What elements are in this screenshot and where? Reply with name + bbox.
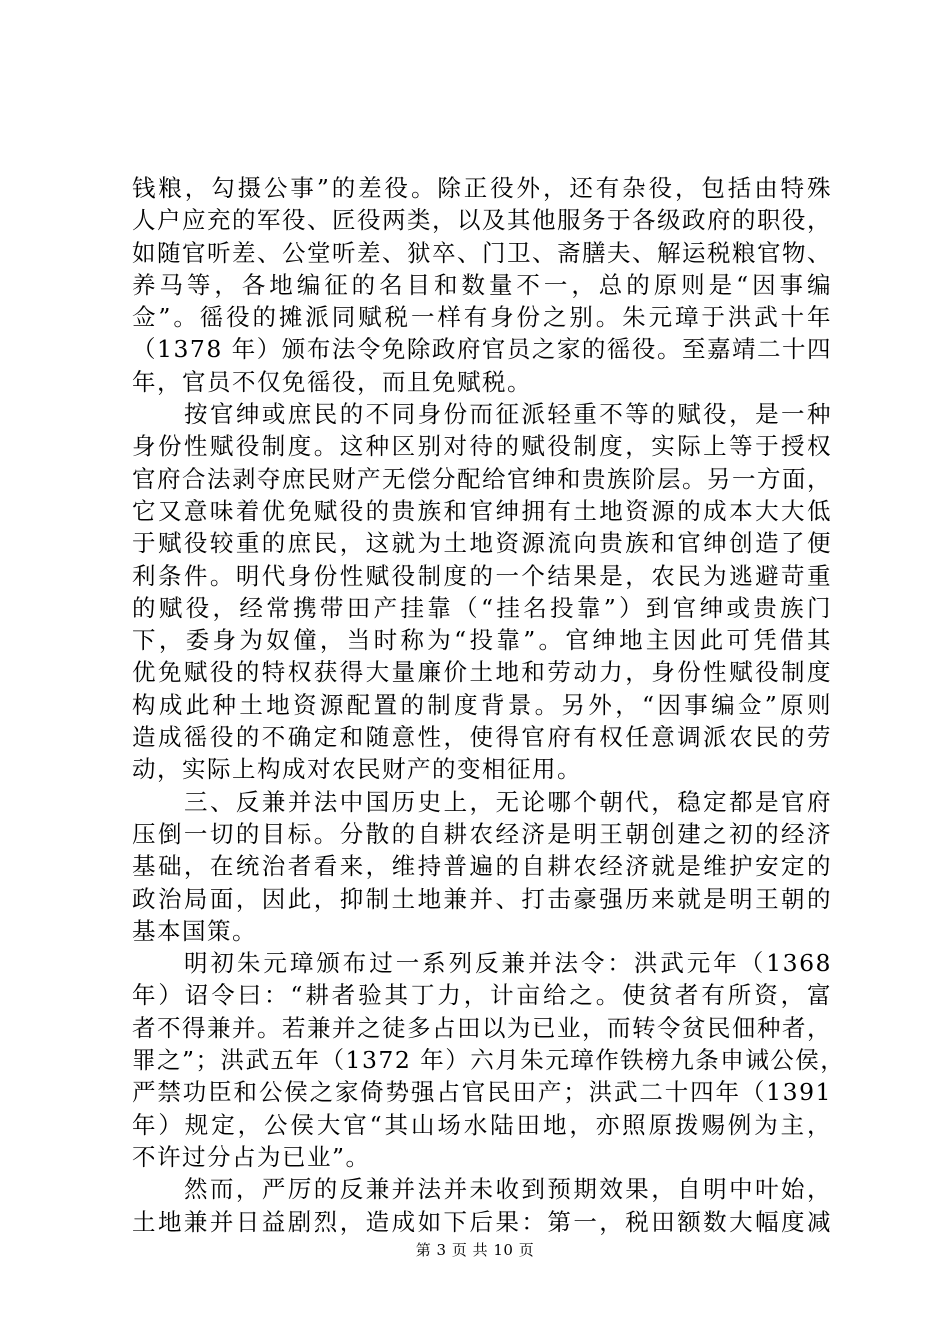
- text-line: 压倒一切的目标。分散的自耕农经济是明王朝创建之初的经济: [132, 819, 832, 848]
- text-line: （1378 年）颁布法令免除政府官员之家的徭役。至嘉靖二十四: [132, 335, 832, 364]
- text-line: 罪之”；洪武五年（1372 年）六月朱元璋作铁榜九条申诫公侯，: [132, 1046, 846, 1075]
- text-line: 它又意味着优免赋役的贵族和官绅拥有土地资源的成本大大低: [132, 496, 832, 525]
- paragraph-2: [132, 398, 832, 786]
- text-line: 构成此种土地资源配置的制度背景。另外，“因事编佥”原则: [132, 690, 832, 719]
- text-line: 如随官听差、公堂听差、狱卒、门卫、斋膳夫、解运税粮官物、: [132, 238, 832, 267]
- paragraph-1: [132, 172, 832, 398]
- text-line: 土地兼并日益剧烈，造成如下后果：第一，税田额数大幅度减: [132, 1207, 832, 1236]
- text-line: 养马等，各地编征的名目和数量不一，总的原则是“因事编: [132, 270, 832, 299]
- text-line: 然而，严厉的反兼并法并未收到预期效果，自明中叶始，: [184, 1175, 832, 1204]
- text-line: 年，官员不仅免徭役，而且免赋税。: [132, 367, 532, 396]
- paragraph-5: [132, 1173, 832, 1238]
- page-footer: [0, 1240, 950, 1260]
- text-line: 的赋役，经常携带田产挂靠（“挂名投靠”）到官绅或贵族门: [132, 593, 832, 622]
- text-line: 明初朱元璋颁布过一系列反兼并法令：洪武元年（1368: [184, 949, 832, 978]
- text-line: 下，委身为奴僮，当时称为“投靠”。官绅地主因此可凭借其: [132, 626, 832, 655]
- text-line: 钱粮，勾摄公事”的差役。除正役外，还有杂役，包括由特殊: [132, 174, 832, 202]
- text-line: 严禁功臣和公侯之家倚势强占官民田产；洪武二十四年（1391: [132, 1078, 832, 1107]
- text-line: 基础，在统治者看来，维持普遍的自耕农经济就是维护安定的: [132, 852, 832, 881]
- page-number: 第 3 页 共 10 页: [415, 1241, 535, 1259]
- text-line: 三、反兼并法中国历史上，无论哪个朝代，稳定都是官府: [184, 787, 832, 816]
- text-line: 于赋役较重的庶民，这就为土地资源流向贵族和官绅创造了便: [132, 529, 832, 558]
- text-line: 身份性赋役制度。这种区别对待的赋役制度，实际上等于授权: [132, 432, 832, 461]
- text-line: 动，实际上构成对农民财产的变相征用。: [132, 755, 582, 784]
- text-line: 不许过分占为已业”。: [132, 1142, 371, 1171]
- document-body: [132, 172, 846, 1238]
- text-line: 年）规定，公侯大官“其山场水陆田地，亦照原拨赐例为主，: [132, 1110, 832, 1139]
- text-line: 政治局面，因此，抑制土地兼并、打击豪强历来就是明王朝的: [132, 884, 832, 913]
- text-line: 优免赋役的特权获得大量廉价土地和劳动力，身份性赋役制度: [132, 658, 832, 687]
- text-line: 人户应充的军役、匠役两类，以及其他服务于各级政府的职役，: [132, 206, 832, 235]
- text-line: 利条件。明代身份性赋役制度的一个结果是，农民为逃避苛重: [132, 561, 832, 590]
- text-line: 佥”。徭役的摊派同赋税一样有身份之别。朱元璋于洪武十年: [132, 303, 832, 332]
- paragraph-3: [132, 786, 832, 947]
- text-line: 者不得兼并。若兼并之徒多占田以为已业，而转令贫民佃种者，: [132, 1013, 832, 1042]
- text-line: 年）诏令曰：“耕者验其丁力，计亩给之。使贫者有所资，富: [132, 981, 832, 1010]
- text-line: 造成徭役的不确定和随意性，使得官府有权任意调派农民的劳: [132, 723, 832, 752]
- text-line: 官府合法剥夺庶民财产无偿分配给官绅和贵族阶层。另一方面，: [132, 464, 832, 493]
- paragraph-4: [132, 947, 846, 1173]
- text-line: 按官绅或庶民的不同身份而征派轻重不等的赋役，是一种: [184, 400, 832, 429]
- text-line: 基本国策。: [132, 916, 257, 945]
